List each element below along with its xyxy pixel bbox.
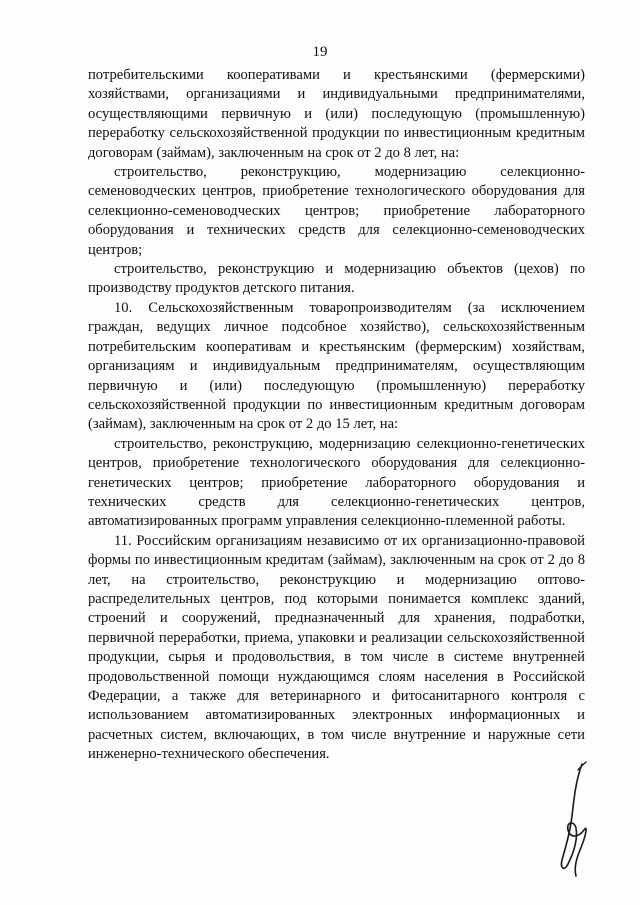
paragraph-seed-centers: строительство, реконструкцию, модернизацию селекционно-семеноводческих центров, приобретение технологического оборудования для селекционно-семеноводческих центров; приобретение лабораторного оборудования и технических средств для селекционно-семеноводческих центров; <box>88 164 585 258</box>
handwritten-signature <box>548 760 598 880</box>
document-body <box>88 66 585 765</box>
page-number: 19 <box>312 44 328 60</box>
paragraph-continued: потребительскими кооперативами и крестьянскими (фермерскими) хозяйствами, организациями и индивидуальными предпринимателями, осуществляющими первичную и (или) последующую (промышленную) переработку сельскохозяйственной продукции по инвестиционным кредитным договорам (займам), заключенным на срок от 2 до 8 лет, на: <box>88 67 585 161</box>
paragraph-item-10: 10. Сельскохозяйственным товаропроизводителям (за исключением граждан, ведущих личное подсобное хозяйство), сельскохозяйственным потребительским кооперативам и крестьянским (фермерским) хозяйствам, организациям и индивидуальным предпринимателям, осуществляющим первичную и (или) последующую (промышленную) переработку сельскохозяйственной продукции по инвестиционным кредитным договорам (займам), заключенным на срок от 2 до 15 лет, на: <box>88 299 585 433</box>
paragraph-baby-food: строительство, реконструкцию и модернизацию объектов (цехов) по производству продуктов детского питания. <box>88 261 585 297</box>
paragraph-genetic-centers: строительство, реконструкцию, модернизацию селекционно-генетических центров, приобретение технологического оборудования для селекционно-генетических центров; приобретение лабораторного оборудования и технических средств для селекционно-генетических центров, автоматизированных программ управления селекционно-племенной работы. <box>88 435 585 530</box>
paragraph-item-11: 11. Российским организациям независимо от их организационно-правовой формы по инвестиционным кредитам (займам), заключенным на срок от 2 до 8 лет, на строительство, реконструкцию и модернизацию оптово-распределительных центров, под которыми понимается комплекс зданий, строений и сооружений, предназначенный для хранения, подработки, первичной переработки, приема, упаковки и реализации сельскохозяйственной продукции, сырья и продовольствия, в том числе в системе внутренней продовольственной помощи нуждающимся слоям населения в Российской Федерации, а также для ветеринарного и фитосанитарного контроля с использованием автоматизированных электронных информационных и расчетных систем, включающих, в том числе внутренние и наружные сети инженерно-технического обеспечения. <box>88 532 585 763</box>
